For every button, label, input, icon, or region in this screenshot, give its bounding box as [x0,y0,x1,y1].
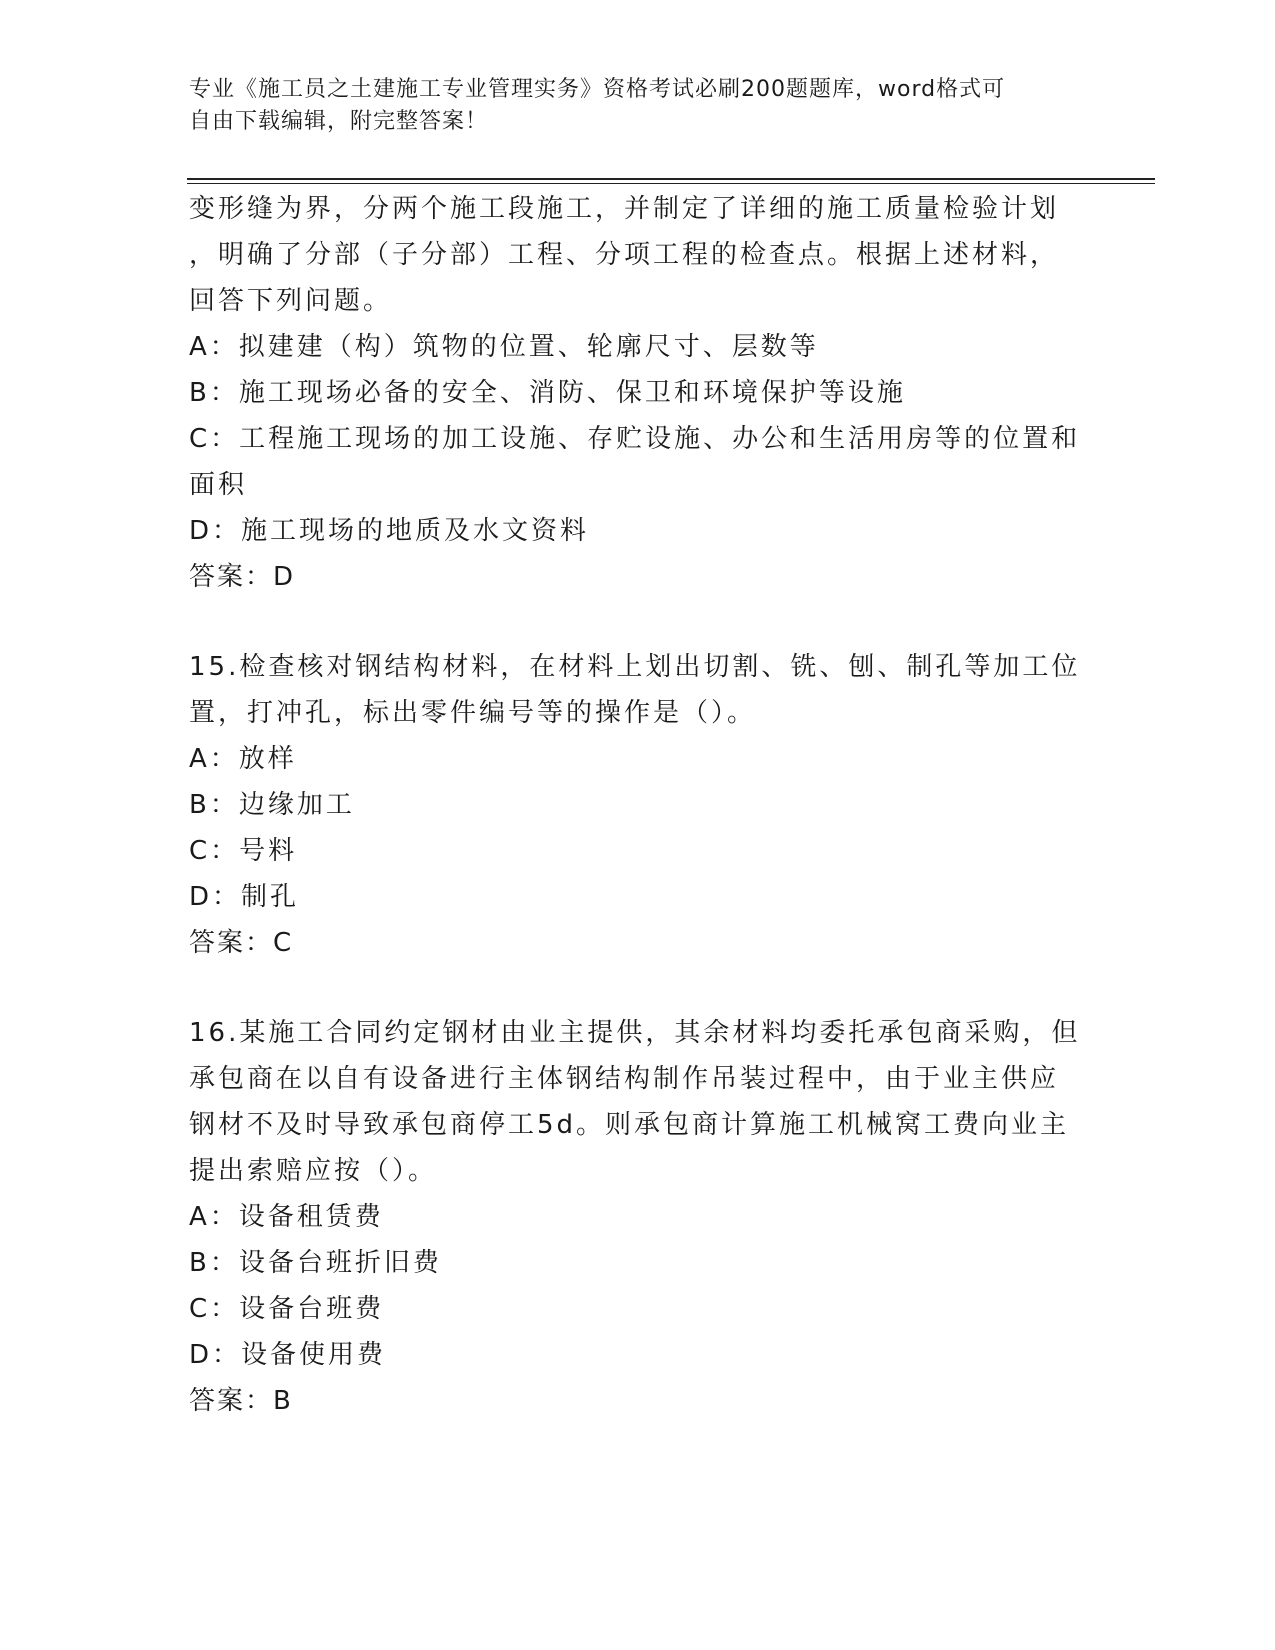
option-b: B：边缘加工 [189,790,355,820]
option-a: A：拟建建（构）筑物的位置、轮廓尺寸、层数等 [189,332,819,362]
option-a: A：设备租赁费 [189,1202,384,1232]
question-14-continued [189,186,1079,600]
option-a: A：放样 [189,744,297,774]
question-stem-line: 15.检查核对钢结构材料，在材料上划出切割、铣、刨、制孔等加工位 [189,652,1081,682]
question-stem-line: 回答下列问题。 [189,286,393,316]
option-b: B：设备台班折旧费 [189,1248,442,1278]
option-d: D：制孔 [189,882,300,912]
option-d: D：施工现场的地质及水文资料 [189,516,590,546]
answer-line: 答案：B [189,1386,293,1416]
question-stem-line: 16.某施工合同约定钢材由业主提供，其余材料均委托承包商采购，但 [189,1018,1081,1048]
question-stem-line: 钢材不及时导致承包商停工5d。则承包商计算施工机械窝工费向业主 [189,1110,1070,1140]
option-c: C：设备台班费 [189,1294,385,1324]
question-spacer [189,966,1079,1010]
answer-line: 答案：C [189,928,294,958]
header-divider [187,178,1155,184]
option-c-continued: 面积 [189,470,248,500]
question-stem-line: 变形缝为界，分两个施工段施工，并制定了详细的施工质量检验计划 [189,194,1060,224]
question-stem-line: 承包商在以自有设备进行主体钢结构制作吊装过程中，由于业主供应 [189,1064,1060,1094]
option-c: C：号料 [189,836,298,866]
answer-line: 答案：D [189,562,296,592]
option-d: D：设备使用费 [189,1340,387,1370]
question-stem-line: 置，打冲孔，标出零件编号等的操作是（）。 [189,698,757,728]
question-stem-line: ，明确了分部（子分部）工程、分项工程的检查点。根据上述材料， [189,240,1060,270]
question-spacer [189,600,1079,644]
question-15 [189,644,1079,966]
option-c: C：工程施工现场的加工设施、存贮设施、办公和生活用房等的位置和 [189,424,1081,454]
header-line-1: 专业《施工员之土建施工专业管理实务》资格考试必刷200题题库，word格式可 [189,77,1006,102]
header-line-2: 自由下载编辑，附完整答案！ [189,109,489,134]
document-body [189,186,1079,1424]
page-header [189,74,1069,138]
option-b: B：施工现场必备的安全、消防、保卫和环境保护等设施 [189,378,906,408]
question-stem-line: 提出索赔应按（）。 [189,1156,438,1186]
question-16 [189,1010,1079,1424]
